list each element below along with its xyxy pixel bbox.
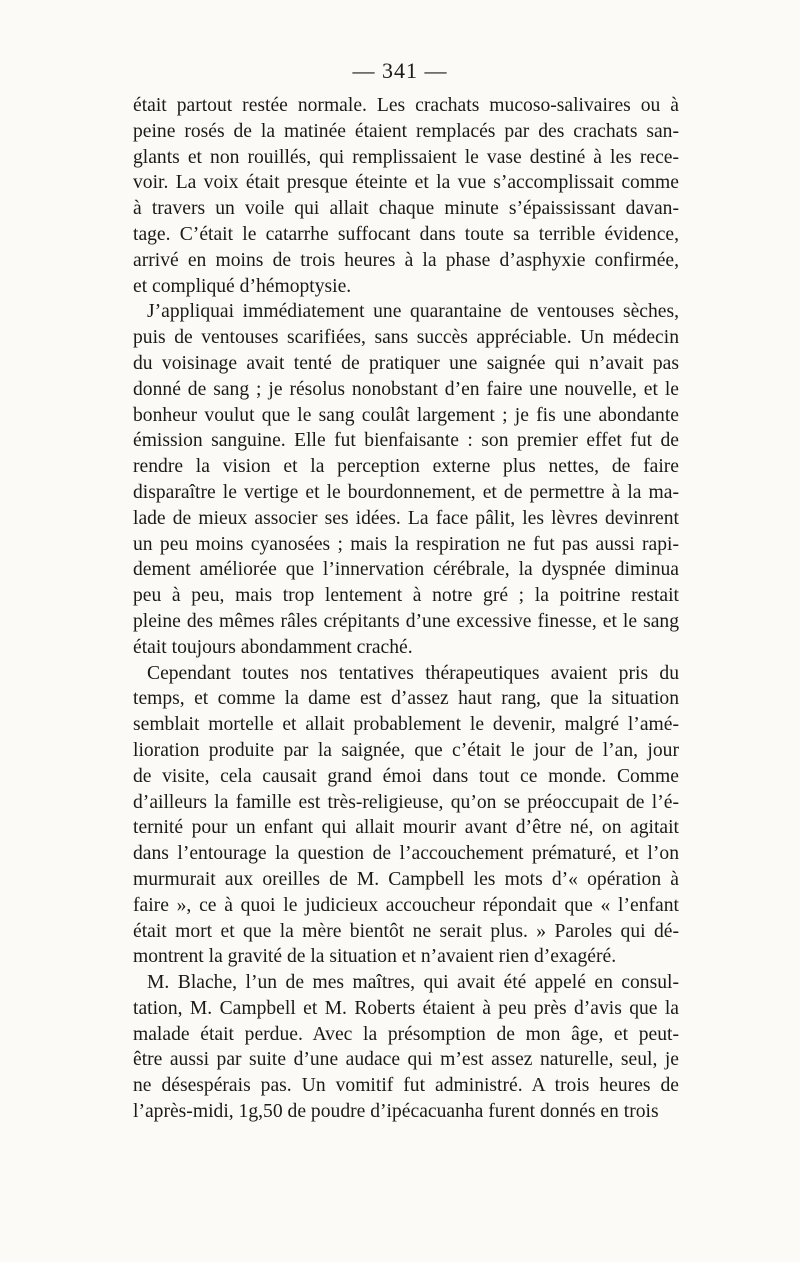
text-line: dans l’entourage la question de l’accouchement prématuré, et l’on [133,843,679,865]
text-line: ternité pour un enfant qui allait mourir avant d’être né, on agitait [133,817,679,839]
text-line: Cependant toutes nos tentatives thérapeutiques avaient pris du [147,662,679,684]
text-line: lade de mieux associer ses idées. La face pâlit, les lèvres devinrent [133,507,679,529]
text-line: tage. C’était le catarrhe suffocant dans toute sa terrible évidence, [133,223,679,245]
text-line: disparaître le vertige et le bourdonnement, et de permettre à la ma- [133,481,679,503]
text-line: lioration produite par la saignée, que c’était le jour de l’an, jour [133,739,679,761]
text-line: voir. La voix était presque éteinte et la vue s’accomplissait comme [133,172,679,194]
text-line: d’ailleurs la famille est très-religieuse, qu’on se préoccupait de l’é- [133,791,679,813]
text-line: puis de ventouses scarifiées, sans succès appréciable. Un médecin [133,327,679,349]
text-line: montrent la gravité de la situation et n’avaient rien d’exagéré. [133,946,617,968]
text-line: bonheur voulut que le sang coulât largement ; je fis une abondante [133,404,679,426]
text-line: M. Blache, l’un de mes maîtres, qui avait été appelé en consul- [147,972,679,994]
text-line: du voisinage avait tenté de pratiquer une saignée qui n’avait pas [133,352,679,374]
text-line: et compliqué d’hémoptysie. [133,275,352,297]
text-line: à travers un voile qui allait chaque minute s’épaississant davan- [133,198,679,220]
text-line: ne désespérais pas. Un vomitif fut administré. A trois heures de [133,1075,679,1097]
paragraph [133,93,679,299]
body-text [133,93,679,1125]
text-line: était mort et que la mère bientôt ne serait plus. » Paroles qui dé- [133,920,679,942]
text-line: l’après-midi, 1g,50 de poudre d’ipécacuanha furent donnés en trois [133,1101,659,1123]
paragraph [133,299,679,660]
text-line: pleine des mêmes râles crépitants d’une excessive finesse, et le sang [133,610,679,632]
text-line: de visite, cela causait grand émoi dans tout ce monde. Comme [133,765,679,787]
text-line: malade était perdue. Avec la présomption de mon âge, et peut- [133,1023,679,1045]
paragraph [133,970,679,1125]
text-line: temps, et comme la dame est d’assez haut rang, que la situation [133,688,679,710]
text-line: peine rosés de la matinée étaient remplacés par des crachats san- [133,120,679,142]
text-line: un peu moins cyanosées ; mais la respiration ne fut pas aussi rapi- [133,533,679,555]
text-line: donné de sang ; je résolus nonobstant d’en faire une nouvelle, et le [133,378,679,400]
text-line: faire », ce à quoi le judicieux accoucheur répondait que « l’enfant [133,894,679,916]
text-line: J’appliquai immédiatement une quarantaine de ventouses sèches, [147,301,679,323]
text-line: était partout restée normale. Les crachats mucoso-salivaires ou à [133,95,679,116]
text-line: être aussi par suite d’une audace qui m’est assez naturelle, seul, je [133,1049,679,1071]
text-line: murmurait aux oreilles de M. Campbell les mots d’« opération à [133,868,679,890]
text-line: arrivé en moins de trois heures à la phase d’asphyxie confirmée, [133,249,679,271]
text-line: semblait mortelle et allait probablement le devenir, malgré l’amé- [133,714,679,736]
text-line: dement améliorée que l’innervation cérébrale, la dyspnée diminua [133,559,679,581]
text-line: tation, M. Campbell et M. Roberts étaient à peu près d’avis que la [133,997,679,1019]
text-line: peu à peu, mais trop lentement à notre gré ; la poitrine restait [133,585,679,607]
text-line: émission sanguine. Elle fut bienfaisante : son premier effet fut de [133,430,679,452]
text-line: glants et non rouillés, qui remplissaient le vase destiné à les rece- [133,146,679,168]
text-line: rendre la vision et la perception externe plus nettes, de faire [133,456,679,478]
paragraph [133,661,679,971]
text-line: était toujours abondamment craché. [133,636,413,658]
page-number: — 341 — [352,58,448,83]
